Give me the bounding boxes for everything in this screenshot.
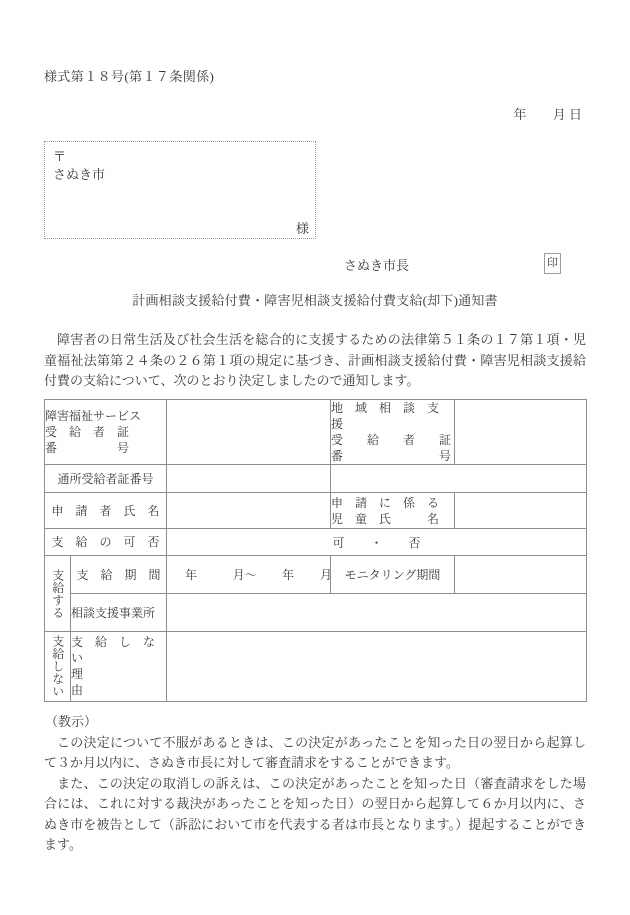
table-row-applicant: [45, 493, 587, 529]
table-row-reason: [45, 632, 587, 702]
period-year-to: 年: [282, 568, 295, 582]
label-payment-period: 支 給 期 間: [71, 556, 167, 594]
label-applicant-name: 申 請 者 氏 名: [45, 493, 167, 529]
addressee-city: さぬき市: [53, 167, 106, 182]
label-line-1: 地 域 相 談 支 援: [331, 401, 452, 431]
period-month-from: 月〜: [232, 568, 257, 582]
table-row-support-office: [45, 594, 587, 632]
instructions-section: [44, 712, 586, 856]
label-approval: 支 給 の 可 否: [45, 529, 167, 556]
label-reason: [71, 632, 167, 702]
instructions-paragraph-2: また、この決定の取消しの訴えは、この決定があったことを知った日（審査請求をした場合には、これに対する裁決があったことを知った日）の翌日から起算して６か月以内に、さぬき市を被告として（訴訟において市を代表する者は市長となります。）提起することができます。: [44, 775, 586, 852]
label-regional-consultation-number: [331, 400, 455, 465]
form-number: 様式第１８号(第１７条関係): [44, 69, 215, 84]
table-row-period: [45, 556, 587, 594]
table-row-service-number: [45, 400, 587, 465]
label-line-2: 理 由: [71, 667, 168, 698]
date-month-label: 月: [552, 107, 566, 122]
field-approval-options[interactable]: [167, 529, 587, 556]
option-reject[interactable]: 否: [408, 535, 421, 550]
instructions-paragraph-1: この決定について不服があるときは、この決定があったことを知った日の翌日から起算して３か月以内に、さぬき市長に対して審査請求をすることができます。: [44, 734, 586, 770]
field-applicant-name[interactable]: [167, 493, 331, 529]
period-placeholder: [167, 566, 333, 583]
option-approve[interactable]: 可: [332, 535, 345, 550]
decision-table: [44, 399, 587, 702]
label-line-2: 受 給 者 証: [45, 425, 130, 439]
field-commuting-number-blank: [331, 465, 587, 493]
label-welfare-service-number: [45, 400, 167, 465]
group-label-not-granted: [45, 632, 71, 702]
field-commuting-number[interactable]: [167, 465, 331, 493]
date-line: [0, 104, 582, 123]
seal-stamp-box: 印: [544, 253, 561, 274]
field-regional-consultation-number[interactable]: [455, 400, 587, 465]
field-support-office[interactable]: [167, 594, 587, 632]
page-title: 計画相談支援給付費・障害児相談支援給付費支給(却下)通知書: [132, 293, 498, 308]
period-year-from: 年: [185, 568, 198, 582]
group-label-granted-text: 支給する: [50, 568, 65, 619]
label-support-office: 相談支援事業所: [71, 594, 167, 632]
date-year-label: 年: [513, 107, 527, 122]
addressee-box: [44, 141, 316, 239]
field-child-name[interactable]: [455, 493, 587, 529]
instructions-heading: （教示）: [45, 714, 98, 729]
issuer-name: さぬき市長: [344, 258, 410, 273]
postal-code-mark: 〒: [53, 149, 67, 164]
label-line-1: 障害福祉サービス: [45, 409, 142, 423]
label-line-1: 支 給 し な い: [71, 635, 168, 666]
label-line-3: 番 号: [45, 441, 130, 455]
period-month-to: 月: [320, 568, 333, 582]
label-child-name: [331, 493, 455, 529]
label-commuting-number: 通所受給者証番号: [45, 465, 167, 493]
group-label-not-granted-text: 支給しない: [50, 635, 65, 698]
date-day-label: 日: [568, 107, 582, 122]
field-reason[interactable]: [167, 632, 587, 702]
field-payment-period[interactable]: [167, 556, 331, 594]
option-separator: ・: [370, 535, 383, 550]
label-line-2: 受 給 者 証: [331, 433, 452, 447]
field-welfare-service-number[interactable]: [167, 400, 331, 465]
label-line-1: 申 請 に 係 る: [331, 495, 440, 510]
table-row-commuting-number: [45, 465, 587, 493]
label-monitoring-period: モニタリング期間: [331, 556, 455, 594]
label-line-3: 番 号: [331, 449, 452, 463]
label-line-2: 児 童 氏 名: [331, 511, 440, 526]
group-label-granted: [45, 556, 71, 632]
table-row-approval: [45, 529, 587, 556]
addressee-honorific: 様: [295, 221, 309, 236]
field-monitoring-period[interactable]: [455, 556, 587, 594]
approval-choices: [167, 534, 586, 551]
intro-paragraph: 障害者の日常生活及び社会生活を総合的に支援するための法律第５１条の１７第１項・児童福祉法第第２４条の２６第１項の規定に基づき、計画相談支援給付費・障害児相談支援給付費の支給について、次のとおり決定しましたので通知します。: [44, 332, 586, 388]
